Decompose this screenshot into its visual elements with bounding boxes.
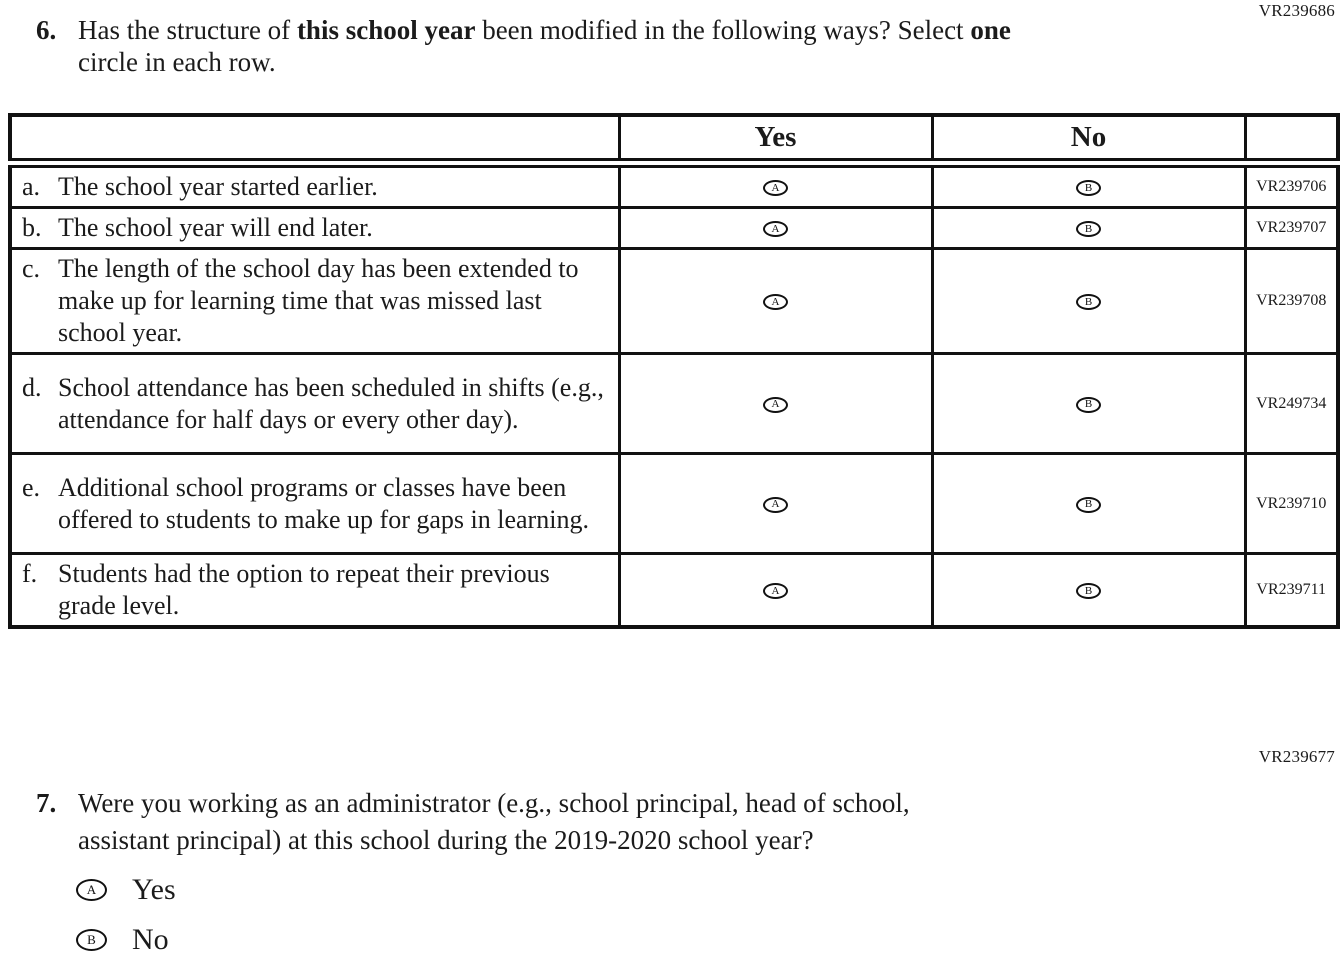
bubble-letter: B bbox=[1084, 498, 1093, 511]
yes-option-bubble[interactable] bbox=[763, 497, 788, 513]
question-7-options bbox=[76, 873, 176, 973]
table-row-e bbox=[10, 454, 1338, 554]
statement-cell bbox=[10, 249, 619, 354]
row-statement: The length of the school day has been extended to make up for learning time that was missed last school year. bbox=[58, 254, 579, 347]
no-option-bubble[interactable] bbox=[1076, 583, 1101, 599]
table-row-d bbox=[10, 354, 1338, 454]
table-row-b bbox=[10, 208, 1338, 249]
question-6-number: 6. bbox=[36, 15, 57, 45]
no-cell bbox=[932, 454, 1245, 554]
yes-option-bubble[interactable] bbox=[763, 583, 788, 599]
option-yes[interactable] bbox=[76, 873, 176, 906]
option-yes-label: Yes bbox=[132, 872, 176, 906]
question-7-number: 7. bbox=[36, 788, 57, 818]
row-statement: The school year will end later. bbox=[58, 213, 373, 242]
yes-option-bubble[interactable] bbox=[763, 294, 788, 310]
statement-cell bbox=[10, 208, 619, 249]
yes-cell bbox=[619, 354, 932, 454]
option-no[interactable] bbox=[76, 923, 176, 956]
bubble-letter: B bbox=[1084, 222, 1093, 235]
bubble-letter: B bbox=[1084, 584, 1093, 597]
option-no-label: No bbox=[132, 922, 169, 956]
no-option-bubble[interactable] bbox=[1076, 294, 1101, 310]
yes-option-bubble[interactable] bbox=[763, 180, 788, 196]
question-6-text bbox=[78, 14, 1011, 78]
row-letter: c. bbox=[22, 254, 41, 283]
grid-header-row bbox=[10, 115, 1338, 163]
question-6-line-2: circle in each row. bbox=[78, 47, 276, 77]
yes-cell bbox=[619, 249, 932, 354]
yes-cell bbox=[619, 454, 932, 554]
q6-text-bold-2: one bbox=[970, 15, 1011, 45]
row-code: VR249734 bbox=[1245, 354, 1338, 454]
bubble-letter: A bbox=[771, 398, 780, 411]
row-letter: f. bbox=[22, 559, 38, 588]
question-7-line-1: Were you working as an administrator (e.g., school principal, head of school, bbox=[78, 788, 910, 818]
q6-text-bold-1: this school year bbox=[296, 15, 476, 45]
row-letter: b. bbox=[22, 213, 42, 242]
row-code: VR239710 bbox=[1245, 454, 1338, 554]
option-a-bubble[interactable] bbox=[76, 879, 107, 901]
no-cell bbox=[932, 249, 1245, 354]
yes-cell bbox=[619, 554, 932, 628]
table-row-c bbox=[10, 249, 1338, 354]
statement-column-header bbox=[10, 115, 619, 163]
question-7-form-code: VR239677 bbox=[1258, 747, 1335, 766]
row-letter: e. bbox=[22, 472, 41, 502]
bubble-letter: B bbox=[87, 932, 96, 947]
row-statement: School attendance has been scheduled in shifts (e.g., attendance for half days or every other day). bbox=[58, 372, 604, 434]
no-cell bbox=[932, 163, 1245, 208]
question-6-form-code: VR239686 bbox=[1258, 1, 1335, 20]
bubble-letter: A bbox=[86, 882, 97, 897]
yes-cell bbox=[619, 208, 932, 249]
no-column-header: No bbox=[932, 115, 1245, 163]
bubble-letter: A bbox=[771, 498, 780, 511]
yes-cell bbox=[619, 163, 932, 208]
bubble-letter: A bbox=[771, 295, 780, 308]
statement-cell bbox=[10, 454, 619, 554]
bubble-letter: A bbox=[771, 584, 780, 597]
statement-cell bbox=[10, 163, 619, 208]
row-statement: Students had the option to repeat their previous grade level. bbox=[58, 559, 550, 620]
question-7 bbox=[36, 785, 910, 859]
no-option-bubble[interactable] bbox=[1076, 497, 1101, 513]
no-cell bbox=[932, 354, 1245, 454]
statement-cell bbox=[10, 354, 619, 454]
bubble-letter: A bbox=[771, 222, 780, 235]
question-7-text bbox=[78, 785, 910, 859]
bubble-letter: B bbox=[1084, 295, 1093, 308]
bubble-letter: B bbox=[1084, 398, 1093, 411]
no-option-bubble[interactable] bbox=[1076, 180, 1101, 196]
question-7-line-2: assistant principal) at this school during the 2019-2020 school year? bbox=[78, 825, 814, 855]
question-6-line-1 bbox=[78, 14, 1011, 46]
row-statement: The school year started earlier. bbox=[58, 172, 378, 201]
option-b-bubble[interactable] bbox=[76, 929, 107, 951]
table-row-a bbox=[10, 163, 1338, 208]
row-code: VR239708 bbox=[1245, 249, 1338, 354]
no-cell bbox=[932, 208, 1245, 249]
bubble-letter: B bbox=[1084, 181, 1093, 194]
no-cell bbox=[932, 554, 1245, 628]
no-option-bubble[interactable] bbox=[1076, 397, 1101, 413]
row-statement: Additional school programs or classes have been offered to students to make up for gaps in learning. bbox=[58, 472, 589, 534]
row-code: VR239706 bbox=[1245, 163, 1338, 208]
code-column-header bbox=[1245, 115, 1338, 163]
bubble-letter: A bbox=[771, 181, 780, 194]
row-letter: a. bbox=[22, 172, 41, 201]
row-code: VR239707 bbox=[1245, 208, 1338, 249]
yes-column-header: Yes bbox=[619, 115, 932, 163]
no-option-bubble[interactable] bbox=[1076, 221, 1101, 237]
q6-text-segment-2: been modified in the following ways? Select bbox=[475, 15, 971, 45]
table-row-f bbox=[10, 554, 1338, 628]
statement-cell bbox=[10, 554, 619, 628]
yes-option-bubble[interactable] bbox=[763, 221, 788, 237]
row-letter: d. bbox=[22, 372, 42, 402]
question-6 bbox=[36, 14, 1011, 78]
yes-option-bubble[interactable] bbox=[763, 397, 788, 413]
row-code: VR239711 bbox=[1245, 554, 1338, 628]
q6-text-segment-1: Has the structure of bbox=[78, 15, 297, 45]
q6-response-grid bbox=[8, 113, 1340, 629]
